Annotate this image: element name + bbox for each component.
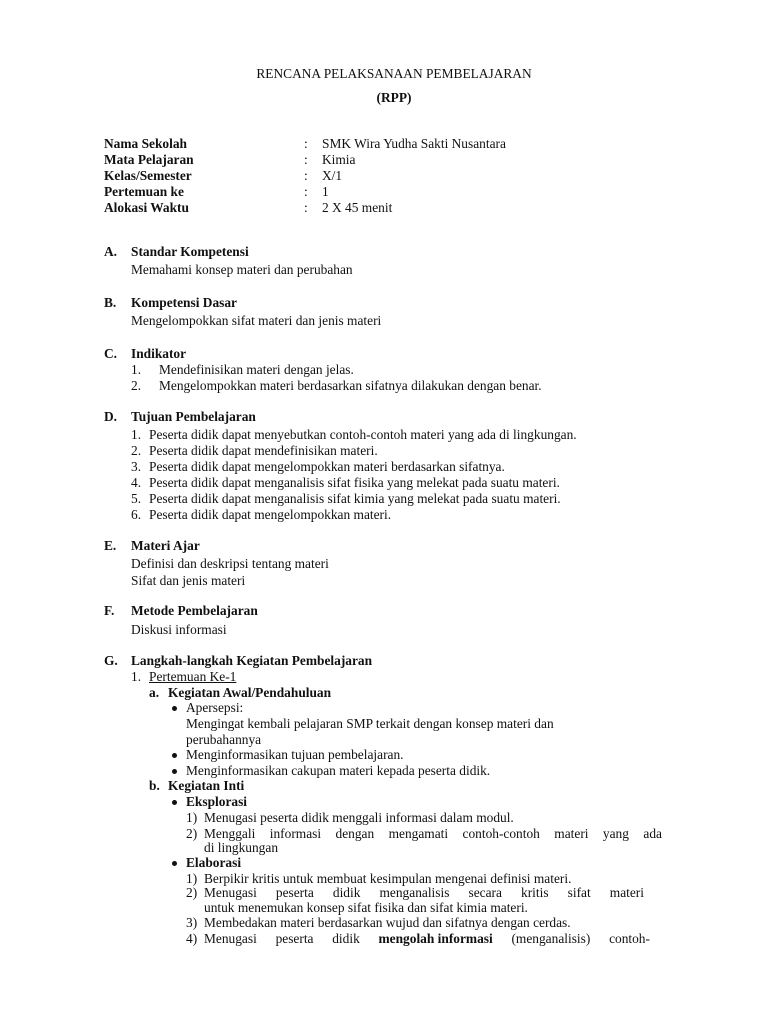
word: sifat [567, 885, 591, 900]
list-number: 2. [131, 378, 142, 393]
word: didik [332, 931, 360, 946]
info-value: Kimia [322, 152, 356, 167]
word: menganalisis [379, 885, 450, 900]
section-letter: D. [104, 409, 118, 424]
list-item: Peserta didik dapat menganalisis sifat fisika yang melekat pada suatu materi. [149, 475, 560, 490]
info-label: Kelas/Semester [104, 168, 192, 183]
sub-title-kegiatan-awal: Kegiatan Awal/Pendahuluan [168, 685, 332, 700]
info-value: X/1 [322, 168, 343, 183]
list-item: Mendefinisikan materi dengan jelas. [159, 362, 354, 377]
document-subtitle: (RPP) [376, 90, 412, 105]
list-number: 1) [186, 871, 198, 886]
info-colon: : [304, 168, 308, 183]
word: Menugasi [204, 931, 257, 946]
list-item: Menugasi peserta didik menggali informasi dalam modul. [204, 810, 514, 825]
bullet-dot [172, 753, 177, 758]
list-item: Peserta didik dapat mendefinisikan materi. [149, 443, 378, 458]
sub-label: a. [149, 685, 160, 700]
subsection-elaborasi: Elaborasi [186, 855, 242, 870]
meeting-heading: Pertemuan Ke-1 [149, 669, 237, 684]
list-item: Membedakan materi berdasarkan wujud dan sifatnya dengan cerdas. [204, 915, 571, 930]
word: peserta [275, 931, 314, 946]
bullet-dot [172, 769, 177, 774]
section-body: Definisi dan deskripsi tentang materi [131, 556, 329, 571]
section-body: Memahami konsep materi dan perubahan [131, 262, 353, 277]
word: didik [332, 885, 361, 900]
word: dengan [335, 826, 375, 841]
word: secara [468, 885, 502, 900]
list-number: 1. [131, 427, 142, 442]
list-item: Peserta didik dapat mengelompokkan materi berdasarkan sifatnya. [149, 459, 505, 474]
word: kritis [521, 885, 549, 900]
list-number: 1) [186, 810, 198, 825]
section-letter: E. [104, 538, 117, 553]
section-title-materi-ajar: Materi Ajar [131, 538, 200, 553]
list-item-continuation: di lingkungan [204, 840, 279, 855]
list-item: Mengelompokkan materi berdasarkan sifatnya dilakukan dengan benar. [159, 378, 542, 393]
section-title-tujuan: Tujuan Pembelajaran [131, 409, 256, 424]
list-item-justified [204, 885, 644, 901]
section-letter: C. [104, 346, 118, 361]
word: materi [609, 885, 644, 900]
word: informasi [269, 826, 322, 841]
info-label: Pertemuan ke [104, 184, 184, 199]
bullet-dot [172, 706, 177, 711]
word: yang [602, 826, 629, 841]
info-value: 2 X 45 menit [322, 200, 393, 215]
list-number: 1. [131, 362, 142, 377]
section-letter: F. [104, 603, 115, 618]
list-number: 3) [186, 915, 198, 930]
info-label: Alokasi Waktu [104, 200, 189, 215]
sub-title-kegiatan-inti: Kegiatan Inti [168, 778, 245, 793]
list-number: 1. [131, 669, 142, 684]
list-item: Peserta didik dapat menyebutkan contoh-contoh materi yang ada di lingkungan. [149, 427, 577, 442]
subsection-eksplorasi: Eksplorasi [186, 794, 248, 809]
list-item: Peserta didik dapat mengelompokkan materi. [149, 507, 392, 522]
info-value: 1 [322, 184, 329, 199]
list-number: 4. [131, 475, 142, 490]
section-title-indikator: Indikator [131, 346, 187, 361]
list-item: Peserta didik dapat menganalisis sifat kimia yang melekat pada suatu materi. [149, 491, 561, 506]
section-title-metode: Metode Pembelajaran [131, 603, 258, 618]
word: Menggali [204, 826, 256, 841]
info-label: Nama Sekolah [104, 136, 187, 151]
word: contoh- [609, 931, 650, 946]
section-body: Diskusi informasi [131, 622, 227, 637]
word: peserta [275, 885, 314, 900]
info-colon: : [304, 200, 308, 215]
info-colon: : [304, 184, 308, 199]
word: mengamati [388, 826, 449, 841]
word: contoh-contoh [462, 826, 540, 841]
list-item: Mengingat kembali pelajaran SMP terkait dengan konsep materi dan [186, 716, 554, 731]
list-item: Apersepsi: [186, 700, 244, 715]
section-body: Mengelompokkan sifat materi dan jenis materi [131, 313, 382, 328]
list-number: 2) [186, 885, 198, 900]
list-number: 3. [131, 459, 142, 474]
word: ada [643, 826, 662, 841]
info-colon: : [304, 152, 308, 167]
word: (menganalisis) [511, 931, 591, 946]
section-letter: B. [104, 295, 117, 310]
word: Menugasi [204, 885, 257, 900]
list-item: Menginformasikan cakupan materi kepada peserta didik. [186, 763, 491, 778]
section-letter: A. [104, 244, 118, 259]
section-title-langkah: Langkah-langkah Kegiatan Pembelajaran [131, 653, 373, 668]
list-item-continuation: untuk menemukan konsep sifat fisika dan sifat kimia materi. [204, 900, 528, 915]
list-number: 4) [186, 931, 198, 946]
section-body: Sifat dan jenis materi [131, 573, 246, 588]
list-number: 2. [131, 443, 142, 458]
list-number: 5. [131, 491, 142, 506]
list-item: Menginformasikan tujuan pembelajaran. [186, 747, 404, 762]
bullet-dot [172, 861, 177, 866]
section-title-kompetensi-dasar: Kompetensi Dasar [131, 295, 238, 310]
section-title-standar-kompetensi: Standar Kompetensi [131, 244, 249, 259]
document-title: RENCANA PELAKSANAAN PEMBELAJARAN [256, 66, 532, 81]
info-value: SMK Wira Yudha Sakti Nusantara [322, 136, 506, 151]
info-colon: : [304, 136, 308, 151]
word: materi [554, 826, 589, 841]
info-label: Mata Pelajaran [104, 152, 194, 167]
list-item: perubahannya [186, 732, 262, 747]
list-number: 6. [131, 507, 142, 522]
section-letter: G. [104, 653, 118, 668]
list-number: 2) [186, 826, 198, 841]
sub-label: b. [149, 778, 160, 793]
bullet-dot [172, 800, 177, 805]
list-item: Berpikir kritis untuk membuat kesimpulan mengenai definisi materi. [204, 871, 572, 886]
word-bold: mengolah informasi [378, 931, 493, 946]
list-item-justified [204, 931, 650, 947]
